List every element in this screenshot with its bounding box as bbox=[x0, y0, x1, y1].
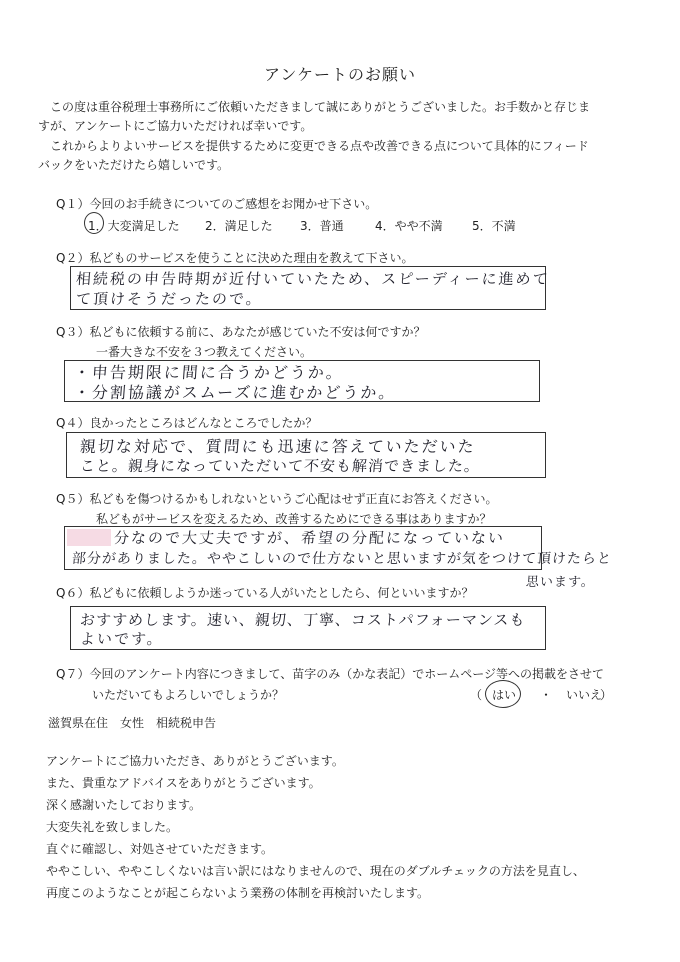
reply-line: 再度このようなことが起こらないよう業務の体制を再検討いたします。 bbox=[46, 886, 430, 900]
q7-yes: はい bbox=[492, 688, 517, 702]
q2-answer-line: 相続税の申告時期が近付いていたため、スピーディーに進めて bbox=[75, 270, 551, 288]
q1-option-2: 2．満足した bbox=[205, 219, 273, 233]
q7-question: Q７）今回のアンケート内容につきまして、苗字のみ（かな表記）でホームページ等への掲載をさせて bbox=[56, 667, 605, 681]
intro-line: すが、アンケートにご協力いただければ幸いです。 bbox=[38, 119, 313, 133]
q3-subquestion: 一番大きな不安を３つ教えてください。 bbox=[96, 345, 313, 359]
q4-question: Q４）良かったところはどんなところでしたか？ bbox=[56, 416, 318, 430]
reply-line: アンケートにご協力いただき、ありがとうございます。 bbox=[46, 754, 344, 768]
reply-line: 直ぐに確認し、対処させていただきます。 bbox=[46, 842, 274, 856]
q7-no: いいえ bbox=[566, 688, 603, 702]
q5-answer-line: 分なので大丈夫ですが、希望の分配になっていない bbox=[113, 529, 506, 547]
selection-circle bbox=[84, 212, 104, 234]
q3-question: Q３）私どもに依頼する前に、あなたが感じていた不安は何ですか？ bbox=[56, 325, 426, 339]
reply-line: 深く感謝いたしております。 bbox=[46, 798, 202, 812]
paren-open: （ bbox=[470, 688, 483, 702]
q5-question: Q５）私どもを傷つけるかもしれないというご心配はせず正直にお答えください。 bbox=[56, 492, 498, 506]
intro-line: これからよりよいサービスを提供するために変更できる点や改善できる点について具体的にフィード bbox=[50, 139, 589, 153]
page-title: アンケートのお願い bbox=[263, 65, 417, 84]
q1-option-5: 5．不満 bbox=[472, 219, 516, 233]
q4-answer-line: こと。親身になっていただいて不安も解消できました。 bbox=[79, 457, 481, 475]
q1-option-1: 1．大変満足した bbox=[88, 219, 180, 233]
q3-answer-line: ・分割協議がスムーズに進むかどうか。 bbox=[73, 383, 398, 402]
q5-answer-line: 部分がありました。ややこしいので仕方ないと思いますが気をつけて頂けたらと bbox=[71, 551, 613, 567]
redaction-mark bbox=[67, 529, 111, 546]
intro-line: バックをいただけたら嬉しいです。 bbox=[38, 158, 230, 172]
q2-answer-line: て頂けそうだったので。 bbox=[75, 290, 264, 308]
q1-question: Q１）今回のお手続きについてのご感想をお聞かせ下さい。 bbox=[56, 197, 378, 211]
q3-answer-line: ・申告期限に間に合うかどうか。 bbox=[73, 363, 345, 382]
reply-line: 大変失礼を致しました。 bbox=[46, 820, 179, 834]
q5-subquestion: 私どもがサービスを変えるため、改善するためにできる事はありますか？ bbox=[96, 512, 492, 526]
q1-option-3: 3．普通 bbox=[300, 219, 344, 233]
respondent-profile: 滋賀県在住 女性 相続税申告 bbox=[48, 716, 217, 730]
q7-question-cont: いただいてもよろしいでしょうか？ bbox=[92, 688, 285, 702]
q1-option-4: 4．やや不満 bbox=[375, 219, 443, 233]
q6-answer-line: よいです。 bbox=[79, 630, 165, 648]
intro-line: この度は重谷税理士事務所にご依頼いただきまして誠にありがとうございました。お手数かと存じま bbox=[50, 100, 591, 114]
q2-question: Q２）私どものサービスを使うことに決めた理由を教えて下さい。 bbox=[56, 251, 414, 265]
reply-line: ややこしい、ややこしくないは言い訳にはなりませんので、現在のダブルチェックの方法を見直し、 bbox=[46, 864, 585, 878]
paren-close: ） bbox=[600, 688, 613, 702]
q5-answer-line: 思います。 bbox=[525, 575, 596, 590]
q6-answer-line: おすすめします。速い、親切、丁寧、コストパフォーマンスも bbox=[79, 611, 527, 629]
separator-dot: ・ bbox=[540, 688, 553, 702]
selection-circle bbox=[485, 680, 521, 708]
reply-line: また、貴重なアドバイスをありがとうございます。 bbox=[46, 776, 321, 790]
q6-question: Q６）私どもに依頼しようか迷っている人がいたとしたら、何といいますか？ bbox=[56, 586, 474, 600]
q4-answer-line: 親切な対応で、質問にも迅速に答えていただいた bbox=[79, 437, 477, 456]
